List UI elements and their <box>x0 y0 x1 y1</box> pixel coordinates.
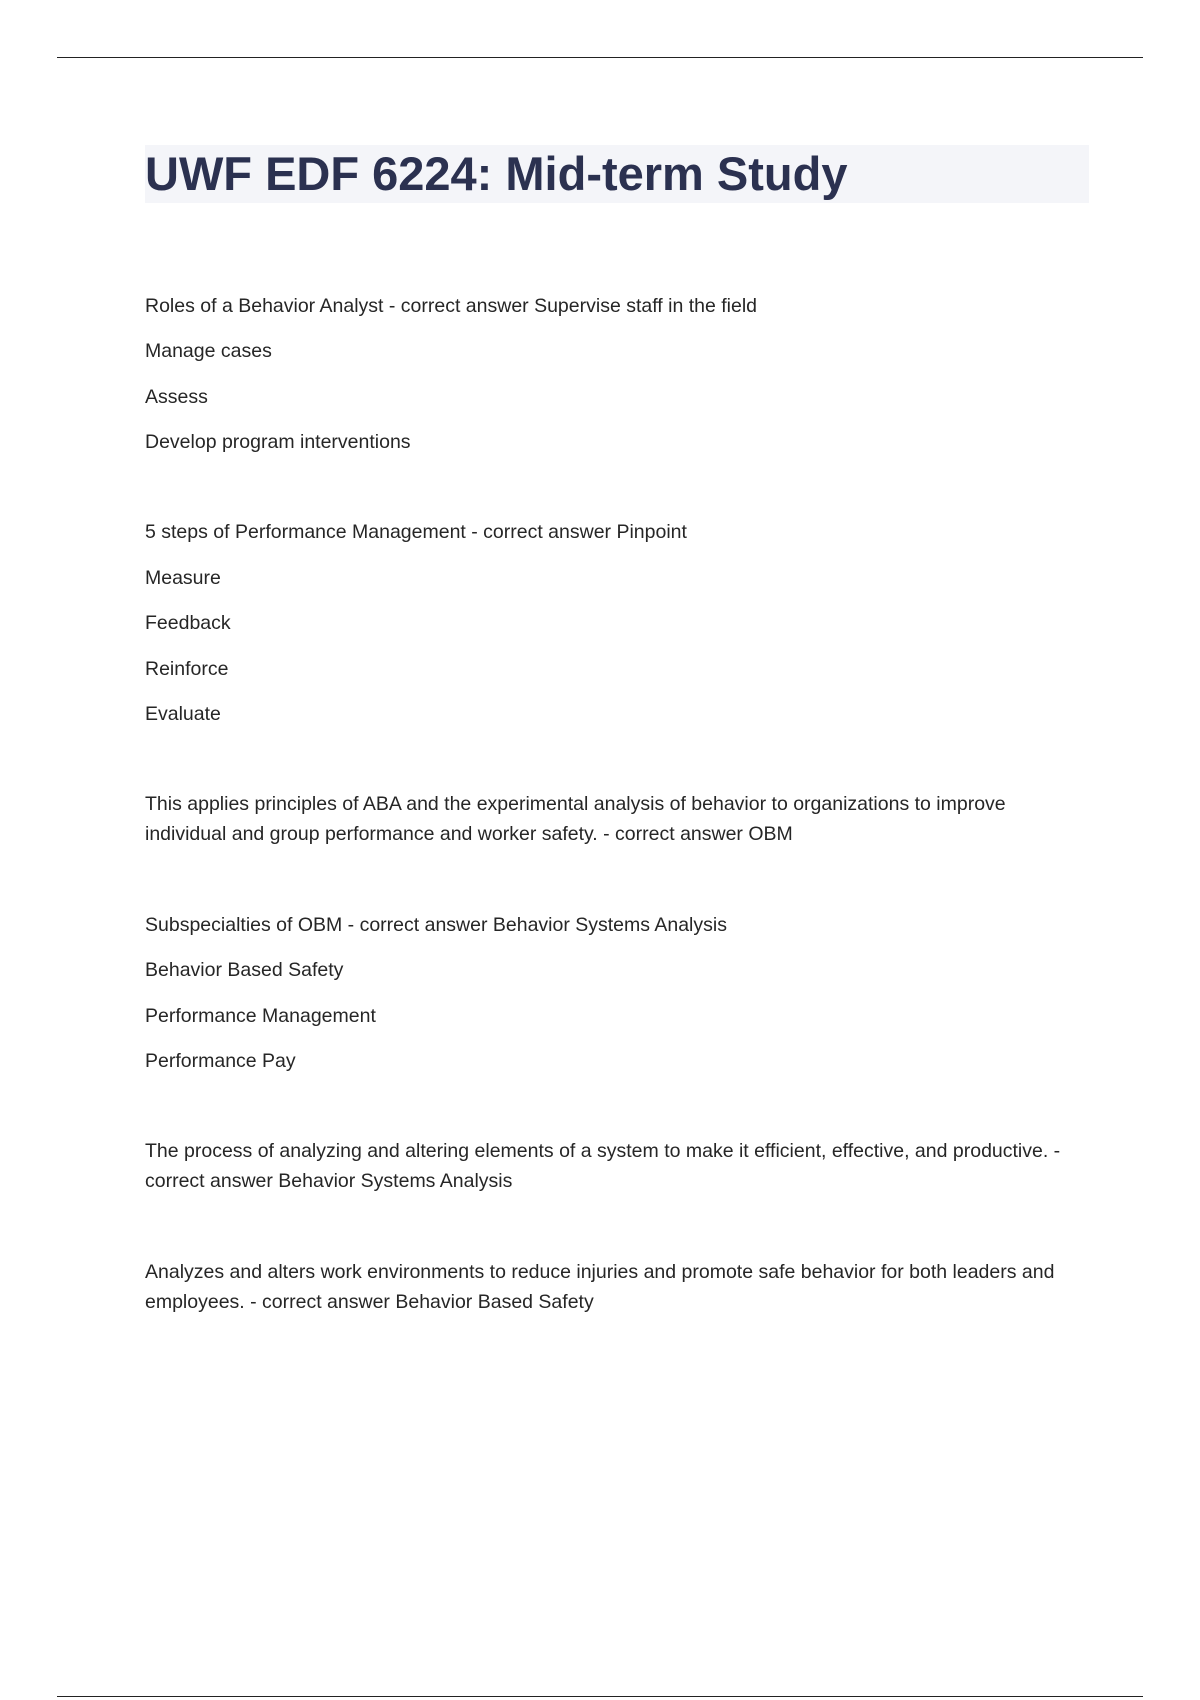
card-4-answer-2: Performance Management <box>145 1005 376 1027</box>
bottom-divider <box>57 1696 1143 1697</box>
card-1-question: Roles of a Behavior Analyst - correct answer Supervise staff in the field <box>145 295 758 317</box>
card-2-answer-2: Feedback <box>145 612 231 634</box>
card-4-answer-1: Behavior Based Safety <box>145 959 344 981</box>
card-1-answer-3: Develop program interventions <box>145 431 411 453</box>
card-2-question: 5 steps of Performance Management - correct answer Pinpoint <box>145 521 687 543</box>
card-2-answer-4: Evaluate <box>145 703 221 725</box>
card-2-answer-1: Measure <box>145 567 221 589</box>
top-divider <box>57 57 1143 58</box>
card-3-question: This applies principles of ABA and the experimental analysis of behavior to organizations to improve individual and group performance and worker safety. - correct answer OBM <box>145 793 1006 845</box>
card-1-answer-1: Manage cases <box>145 340 272 362</box>
card-4-question: Subspecialties of OBM - correct answer Behavior Systems Analysis <box>145 914 727 936</box>
card-1-answer-2: Assess <box>145 386 208 408</box>
card-4-answer-3: Performance Pay <box>145 1050 296 1072</box>
page-title: UWF EDF 6224: Mid-term Study <box>145 147 848 200</box>
card-6-question: Analyzes and alters work environments to reduce injuries and promote safe behavior for both leaders and employees. - correct answer Behavior Based Safety <box>145 1261 1055 1313</box>
card-2-answer-3: Reinforce <box>145 658 229 680</box>
card-5-question: The process of analyzing and altering elements of a system to make it efficient, effective, and productive. - correct answer Behavior Systems Analysis <box>145 1140 1061 1192</box>
